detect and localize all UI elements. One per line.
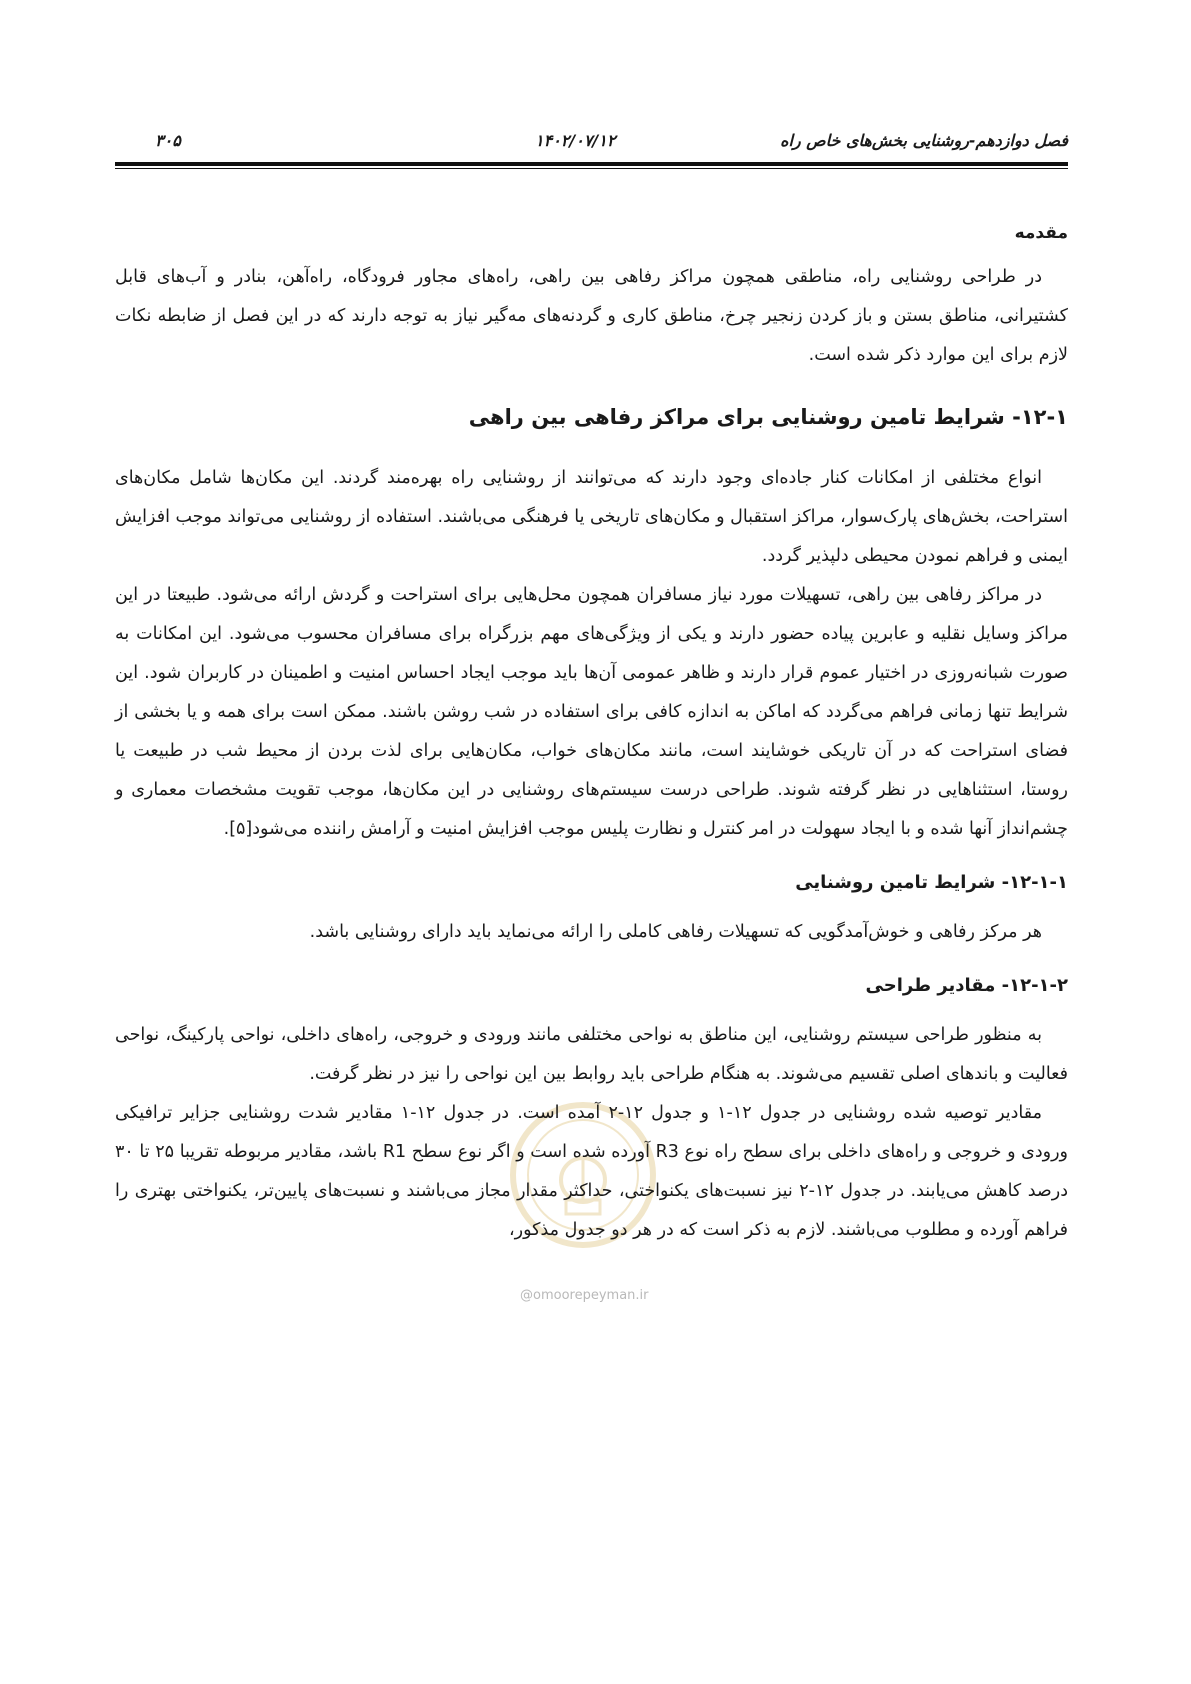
section-heading-12-1-1: ۱۲-۱-۱- شرایط تامین روشنایی xyxy=(795,872,1068,893)
header-rule-thick xyxy=(115,162,1068,166)
section-12-1-1-paragraph-1: هر مرکز رفاهی و خوش‌آمدگویی که تسهیلات رفاهی کاملی را ارائه می‌نماید باید دارای روشنایی باشد. xyxy=(309,922,1042,942)
section-12-1-paragraph-2: در مراکز رفاهی بین راهی، تسهیلات مورد نیاز مسافران همچون محل‌هایی برای استراحت و گردش ارائه می‌شود. طبیعتا در این مراکز وسایل نقلیه و عابرین پیاده حضور دارند و یکی از ویژگی‌های مهم بزرگراه برای مسافران محسوب می‌شود. این امکانات به صورت شبانه‌روزی در اختیار عموم قرار دارند و ظاهر عمومی آن‌ها باید موجب ایجاد احساس امنیت و اطمینان در کاربران شود. این شرایط تنها زمانی فراهم می‌گردد که اماکن به اندازه کافی برای استفاده در شب روشن باشند. ممکن است برای همه و یا بخشی از فضای استراحت که در آن تاریکی خوشایند است، مانند مکان‌های خواب، مکان‌هایی برای لذت بردن از محیط شب در طبیعت یا روستا، استثناهایی در نظر گرفته شوند. طراحی درست سیستم‌های روشنایی در این مکان‌ها، موجب تقویت مشخصات معماری و چشم‌انداز آنها شده و با ایجاد سهولت در امر کنترل و نظارت پلیس موجب افزایش امنیت و آرامش راننده می‌شود[۵]. xyxy=(115,585,1068,839)
page-number: ۳۰۵ xyxy=(155,131,181,150)
chapter-title: فصل دوازدهم-روشنایی بخش‌های خاص راه xyxy=(780,131,1068,150)
header-date: ۱۴۰۲/۰۷/۱۲ xyxy=(535,131,616,150)
section-12-1-2-paragraph-1: به منظور طراحی سیستم روشنایی، این مناطق به نواحی مختلفی مانند ورودی و خروجی، راه‌های داخلی، نواحی پارکینگ، نواحی فعالیت و باندهای اصلی تقسیم می‌شوند. به هنگام طراحی باید روابط بین این نواحی را نیز در نظر گرفت. xyxy=(115,1025,1068,1084)
watermark-text: @omoorepeyman.ir xyxy=(520,1288,649,1303)
section-heading-12-1-2: ۱۲-۱-۲- مقادیر طراحی xyxy=(865,975,1068,996)
page-header xyxy=(115,128,1068,154)
header-rule-thin xyxy=(115,168,1068,169)
section-12-1-2-paragraph-2: مقادیر توصیه شده روشنایی در جدول ۱۲-۱ و جدول ۱۲-۲ آمده است. در جدول ۱۲-۱ مقادیر شدت روشنایی جزایر ترافیکی ورودی و خروجی و راه‌های داخلی برای سطح راه نوع R3 آورده شده است و اگر نوع سطح R1 باشد، مقادیر مربوطه تقریبا ۲۵ تا ۳۰ درصد کاهش می‌یابند. در جدول ۱۲-۲ نیز نسبت‌های یکنواختی، حداکثر مقدار مجاز می‌باشند و نسبت‌های پایین‌تر، یکنواختی بهتری را فراهم آورده و مطلوب می‌باشند. لازم به ذکر است که در هر دو جدول مذکور، xyxy=(115,1103,1069,1240)
section-12-1-paragraph-1: انواع مختلفی از امکانات کنار جاده‌ای وجود دارند که می‌توانند از روشنایی راه بهره‌مند گردند. این مکان‌ها شامل مکان‌های استراحت، بخش‌های پارک‌سوار، مراکز استقبال و مکان‌های تاریخی یا فرهنگی می‌باشند. استفاده از روشنایی می‌تواند موجب افزایش ایمنی و فراهم نمودن محیطی دلپذیر گردد. xyxy=(115,468,1068,566)
intro-heading: مقدمه xyxy=(1014,223,1068,243)
page-content xyxy=(115,218,1068,1250)
intro-paragraph: در طراحی روشنایی راه، مناطقی همچون مراکز رفاهی بین راهی، راه‌های مجاور فرودگاه، راه‌آهن، بنادر و آب‌های قابل کشتیرانی، مناطق بستن و باز کردن زنجیر چرخ، مناطق کاری و گردنه‌های مه‌گیر نیاز به توجه دارند که در این فصل از ضابطه نکات لازم برای این موارد ذکر شده است. xyxy=(115,267,1068,365)
section-heading-12-1: ۱۲-۱- شرایط تامین روشنایی برای مراکز رفاهی بین راهی xyxy=(468,405,1068,429)
